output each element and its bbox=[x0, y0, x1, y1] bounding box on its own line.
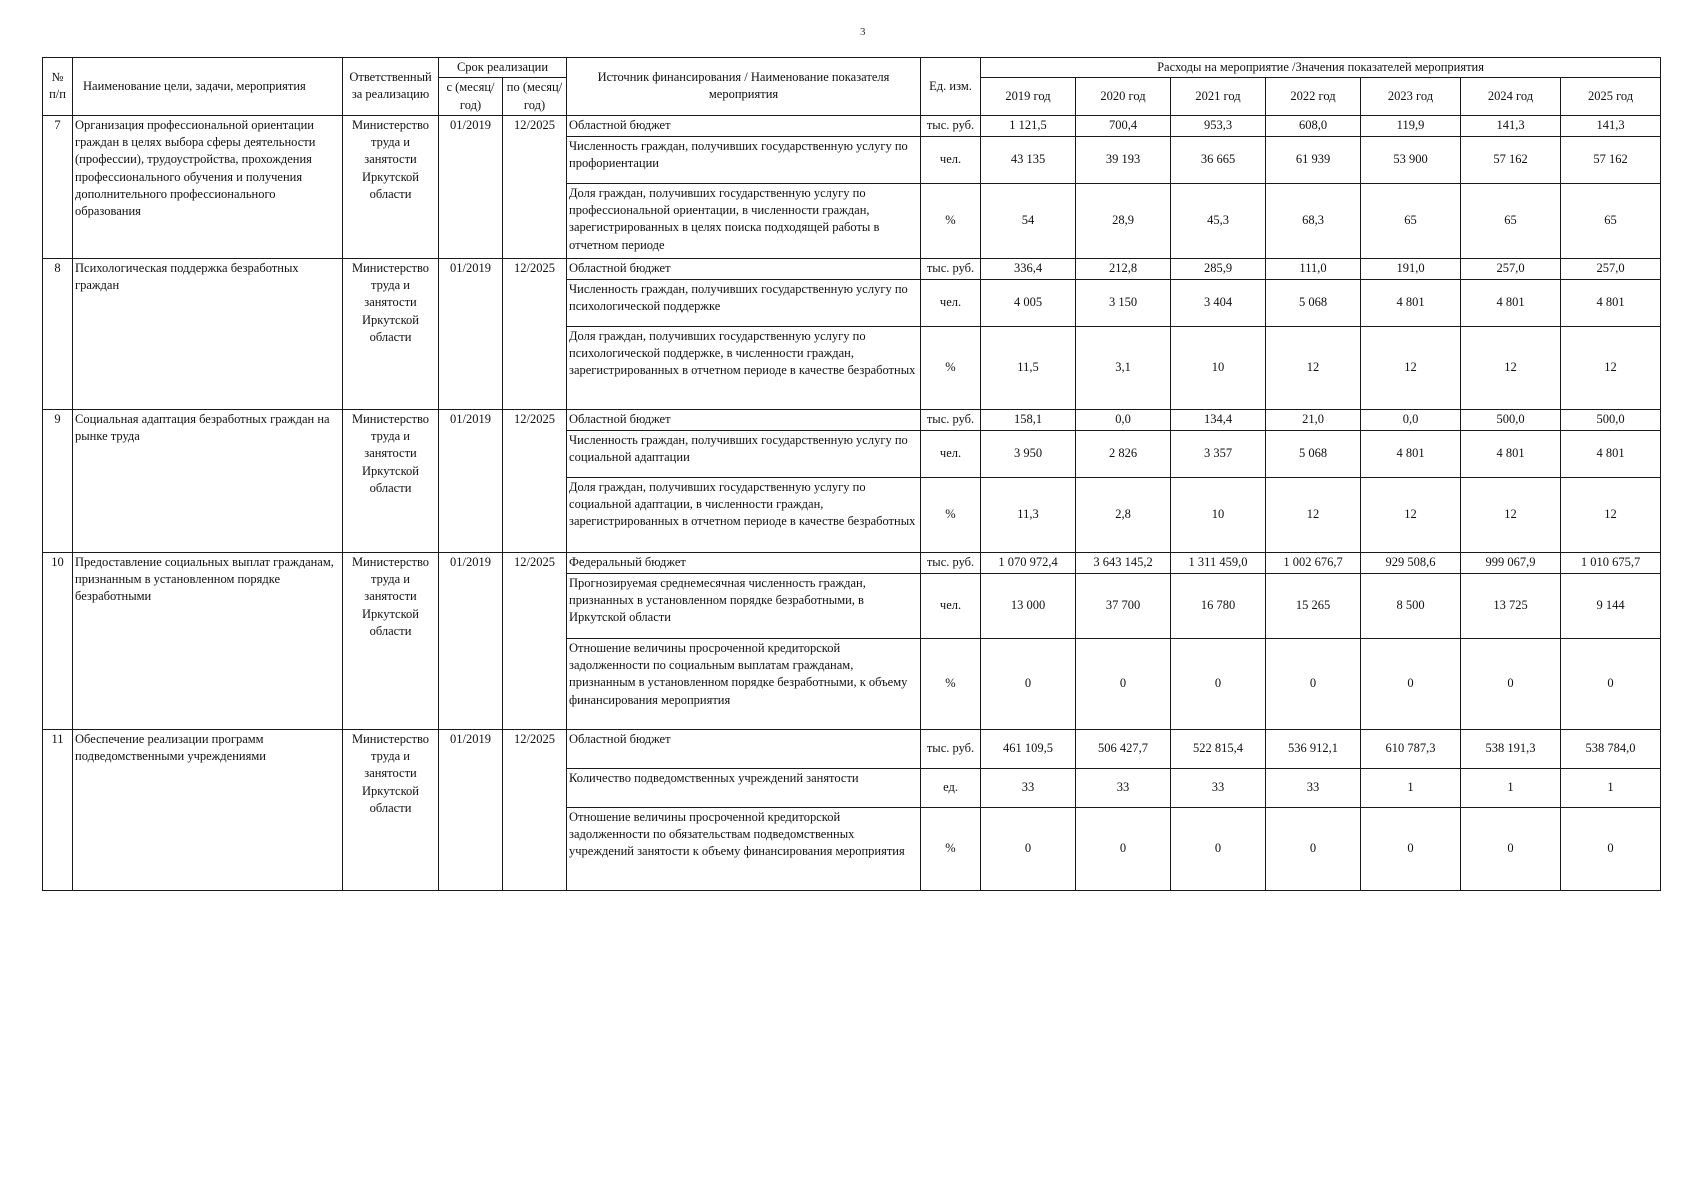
row-value: 608,0 bbox=[1266, 115, 1361, 136]
row-value: 8 500 bbox=[1361, 573, 1461, 638]
row-name: Предоставление социальных выплат гражданам, признанным в установленном порядке безработными bbox=[73, 552, 343, 729]
row-source: Областной бюджет bbox=[567, 729, 921, 768]
row-unit: чел. bbox=[921, 430, 981, 477]
row-value: 16 780 bbox=[1171, 573, 1266, 638]
row-value: 13 725 bbox=[1461, 573, 1561, 638]
row-value: 12 bbox=[1561, 477, 1661, 552]
row-value: 9 144 bbox=[1561, 573, 1661, 638]
row-source: Доля граждан, получивших государственную услугу по психологической поддержке, в численности граждан, зарегистрированных в отчетном периоде в качестве безработных bbox=[567, 326, 921, 409]
row-value: 65 bbox=[1461, 183, 1561, 258]
row-value: 522 815,4 bbox=[1171, 729, 1266, 768]
row-unit: тыс. руб. bbox=[921, 115, 981, 136]
row-value: 3 643 145,2 bbox=[1076, 552, 1171, 573]
page-number: 3 bbox=[860, 26, 866, 38]
row-responsible: Министерство труда и занятости Иркутской области bbox=[343, 729, 439, 890]
row-unit: тыс. руб. bbox=[921, 552, 981, 573]
row-responsible: Министерство труда и занятости Иркутской области bbox=[343, 409, 439, 552]
header-term-from: с (месяц/ год) bbox=[439, 78, 503, 116]
row-value: 953,3 bbox=[1171, 115, 1266, 136]
row-name: Психологическая поддержка безработных граждан bbox=[73, 258, 343, 409]
row-value: 33 bbox=[1171, 768, 1266, 807]
row-value: 1 002 676,7 bbox=[1266, 552, 1361, 573]
header-source: Источник финансирования / Наименование показателя мероприятия bbox=[567, 58, 921, 116]
row-unit: чел. bbox=[921, 573, 981, 638]
row-value: 0 bbox=[1461, 638, 1561, 729]
row-value: 0 bbox=[1266, 807, 1361, 890]
header-responsible: Ответственный за реализацию bbox=[343, 58, 439, 116]
row-value: 4 801 bbox=[1561, 430, 1661, 477]
row-value: 4 801 bbox=[1361, 279, 1461, 326]
row-value: 257,0 bbox=[1561, 258, 1661, 279]
row-source: Доля граждан, получивших государственную услугу по социальной адаптации, в численности граждан, зарегистрированных в отчетном периоде в качестве безработных bbox=[567, 477, 921, 552]
row-unit: тыс. руб. bbox=[921, 258, 981, 279]
row-unit: % bbox=[921, 477, 981, 552]
row-from: 01/2019 bbox=[439, 115, 503, 258]
row-value: 0 bbox=[1076, 807, 1171, 890]
row-name: Обеспечение реализации программ подведомственными учреждениями bbox=[73, 729, 343, 890]
row-num: 10 bbox=[43, 552, 73, 729]
row-to: 12/2025 bbox=[503, 409, 567, 552]
row-value: 1 311 459,0 bbox=[1171, 552, 1266, 573]
row-value: 5 068 bbox=[1266, 430, 1361, 477]
row-value: 212,8 bbox=[1076, 258, 1171, 279]
row-unit: % bbox=[921, 326, 981, 409]
row-value: 4 801 bbox=[1361, 430, 1461, 477]
row-value: 536 912,1 bbox=[1266, 729, 1361, 768]
row-value: 3 404 bbox=[1171, 279, 1266, 326]
row-value: 28,9 bbox=[1076, 183, 1171, 258]
row-value: 336,4 bbox=[981, 258, 1076, 279]
row-value: 2 826 bbox=[1076, 430, 1171, 477]
row-source: Доля граждан, получивших государственную услугу по профессиональной ориентации, в численности граждан, зарегистрированных в целях поиска подходящей работы в отчетном периоде bbox=[567, 183, 921, 258]
row-value: 4 005 bbox=[981, 279, 1076, 326]
row-value: 1 bbox=[1361, 768, 1461, 807]
row-value: 53 900 bbox=[1361, 136, 1461, 183]
row-value: 0 bbox=[1171, 807, 1266, 890]
row-value: 65 bbox=[1361, 183, 1461, 258]
row-value: 4 801 bbox=[1561, 279, 1661, 326]
row-value: 12 bbox=[1461, 477, 1561, 552]
row-source: Отношение величины просроченной кредиторской задолженности по социальным выплатам гражданам, признанным в установленном порядке безработными, к объему финансирования мероприятия bbox=[567, 638, 921, 729]
header-expenses: Расходы на мероприятие /Значения показателей мероприятия bbox=[981, 58, 1661, 78]
header-term-to: по (месяц/ год) bbox=[503, 78, 567, 116]
header-year: 2023 год bbox=[1361, 78, 1461, 116]
row-name: Социальная адаптация безработных граждан на рынке труда bbox=[73, 409, 343, 552]
row-num: 8 bbox=[43, 258, 73, 409]
row-value: 45,3 bbox=[1171, 183, 1266, 258]
row-value: 1 bbox=[1461, 768, 1561, 807]
row-value: 1 070 972,4 bbox=[981, 552, 1076, 573]
row-unit: тыс. руб. bbox=[921, 729, 981, 768]
row-value: 12 bbox=[1361, 326, 1461, 409]
row-value: 2,8 bbox=[1076, 477, 1171, 552]
table-row bbox=[43, 552, 1661, 573]
header-num: № п/п bbox=[43, 58, 73, 116]
row-to: 12/2025 bbox=[503, 552, 567, 729]
row-value: 610 787,3 bbox=[1361, 729, 1461, 768]
row-value: 257,0 bbox=[1461, 258, 1561, 279]
row-value: 461 109,5 bbox=[981, 729, 1076, 768]
row-unit: чел. bbox=[921, 136, 981, 183]
row-from: 01/2019 bbox=[439, 729, 503, 890]
row-source: Количество подведомственных учреждений занятости bbox=[567, 768, 921, 807]
row-unit: чел. bbox=[921, 279, 981, 326]
row-value: 68,3 bbox=[1266, 183, 1361, 258]
row-value: 43 135 bbox=[981, 136, 1076, 183]
row-value: 119,9 bbox=[1361, 115, 1461, 136]
row-value: 3 950 bbox=[981, 430, 1076, 477]
row-value: 54 bbox=[981, 183, 1076, 258]
row-value: 0 bbox=[981, 807, 1076, 890]
header-row-1 bbox=[43, 58, 1661, 78]
row-value: 12 bbox=[1461, 326, 1561, 409]
row-value: 39 193 bbox=[1076, 136, 1171, 183]
table-row bbox=[43, 258, 1661, 279]
row-value: 12 bbox=[1361, 477, 1461, 552]
row-value: 141,3 bbox=[1561, 115, 1661, 136]
row-value: 33 bbox=[981, 768, 1076, 807]
row-value: 1 010 675,7 bbox=[1561, 552, 1661, 573]
row-value: 11,3 bbox=[981, 477, 1076, 552]
row-value: 5 068 bbox=[1266, 279, 1361, 326]
row-value: 15 265 bbox=[1266, 573, 1361, 638]
row-value: 12 bbox=[1266, 326, 1361, 409]
row-num: 7 bbox=[43, 115, 73, 258]
row-source: Федеральный бюджет bbox=[567, 552, 921, 573]
row-value: 10 bbox=[1171, 477, 1266, 552]
row-value: 929 508,6 bbox=[1361, 552, 1461, 573]
row-name: Организация профессиональной ориентации граждан в целях выбора сферы деятельности (профессии), трудоустройства, прохождения профессионального обучения и получения дополнительного профессионального образования bbox=[73, 115, 343, 258]
row-value: 4 801 bbox=[1461, 279, 1561, 326]
row-num: 11 bbox=[43, 729, 73, 890]
row-to: 12/2025 bbox=[503, 115, 567, 258]
row-responsible: Министерство труда и занятости Иркутской области bbox=[343, 115, 439, 258]
row-value: 134,4 bbox=[1171, 409, 1266, 430]
header-name: Наименование цели, задачи, мероприятия bbox=[73, 58, 343, 116]
row-num: 9 bbox=[43, 409, 73, 552]
header-year: 2021 год bbox=[1171, 78, 1266, 116]
row-value: 3 357 bbox=[1171, 430, 1266, 477]
row-value: 0 bbox=[1361, 807, 1461, 890]
row-value: 1 121,5 bbox=[981, 115, 1076, 136]
row-unit: % bbox=[921, 638, 981, 729]
row-value: 285,9 bbox=[1171, 258, 1266, 279]
row-value: 0,0 bbox=[1076, 409, 1171, 430]
row-value: 57 162 bbox=[1561, 136, 1661, 183]
header-year: 2025 год bbox=[1561, 78, 1661, 116]
row-value: 538 191,3 bbox=[1461, 729, 1561, 768]
row-value: 0 bbox=[1266, 638, 1361, 729]
row-source: Областной бюджет bbox=[567, 115, 921, 136]
row-value: 0 bbox=[1561, 638, 1661, 729]
row-value: 0 bbox=[1361, 638, 1461, 729]
row-value: 21,0 bbox=[1266, 409, 1361, 430]
row-value: 33 bbox=[1266, 768, 1361, 807]
row-value: 0,0 bbox=[1361, 409, 1461, 430]
table-row bbox=[43, 409, 1661, 430]
row-value: 4 801 bbox=[1461, 430, 1561, 477]
table-row bbox=[43, 729, 1661, 768]
row-unit: тыс. руб. bbox=[921, 409, 981, 430]
row-value: 0 bbox=[1561, 807, 1661, 890]
row-value: 12 bbox=[1266, 477, 1361, 552]
header-year: 2020 год bbox=[1076, 78, 1171, 116]
row-value: 0 bbox=[1076, 638, 1171, 729]
row-source: Численность граждан, получивших государственную услугу по профориентации bbox=[567, 136, 921, 183]
row-value: 191,0 bbox=[1361, 258, 1461, 279]
program-table bbox=[42, 57, 1661, 891]
row-from: 01/2019 bbox=[439, 258, 503, 409]
row-value: 538 784,0 bbox=[1561, 729, 1661, 768]
table-row bbox=[43, 115, 1661, 136]
row-value: 13 000 bbox=[981, 573, 1076, 638]
row-source: Численность граждан, получивших государственную услугу по психологической поддержке bbox=[567, 279, 921, 326]
row-value: 999 067,9 bbox=[1461, 552, 1561, 573]
row-source: Отношение величины просроченной кредиторской задолженности по обязательствам подведомственных учреждений занятости к объему финансирования мероприятия bbox=[567, 807, 921, 890]
row-value: 141,3 bbox=[1461, 115, 1561, 136]
row-value: 700,4 bbox=[1076, 115, 1171, 136]
header-year: 2019 год bbox=[981, 78, 1076, 116]
row-unit: ед. bbox=[921, 768, 981, 807]
row-from: 01/2019 bbox=[439, 409, 503, 552]
row-value: 0 bbox=[1461, 807, 1561, 890]
row-responsible: Министерство труда и занятости Иркутской области bbox=[343, 552, 439, 729]
row-value: 61 939 bbox=[1266, 136, 1361, 183]
row-source: Областной бюджет bbox=[567, 258, 921, 279]
row-source: Численность граждан, получивших государственную услугу по социальной адаптации bbox=[567, 430, 921, 477]
row-value: 3 150 bbox=[1076, 279, 1171, 326]
row-value: 0 bbox=[1171, 638, 1266, 729]
row-value: 1 bbox=[1561, 768, 1661, 807]
row-unit: % bbox=[921, 183, 981, 258]
row-value: 158,1 bbox=[981, 409, 1076, 430]
row-value: 506 427,7 bbox=[1076, 729, 1171, 768]
row-value: 12 bbox=[1561, 326, 1661, 409]
row-to: 12/2025 bbox=[503, 729, 567, 890]
header-unit: Ед. изм. bbox=[921, 58, 981, 116]
row-value: 500,0 bbox=[1561, 409, 1661, 430]
header-year: 2024 год bbox=[1461, 78, 1561, 116]
row-value: 65 bbox=[1561, 183, 1661, 258]
row-to: 12/2025 bbox=[503, 258, 567, 409]
row-value: 33 bbox=[1076, 768, 1171, 807]
row-value: 36 665 bbox=[1171, 136, 1266, 183]
row-source: Областной бюджет bbox=[567, 409, 921, 430]
row-responsible: Министерство труда и занятости Иркутской области bbox=[343, 258, 439, 409]
row-source: Прогнозируемая среднемесячная численность граждан, признанных в установленном порядке безработными, в Иркутской области bbox=[567, 573, 921, 638]
header-year: 2022 год bbox=[1266, 78, 1361, 116]
header-term: Срок реализации bbox=[439, 58, 567, 78]
row-value: 10 bbox=[1171, 326, 1266, 409]
row-value: 0 bbox=[981, 638, 1076, 729]
program-table-body bbox=[43, 115, 1661, 890]
row-from: 01/2019 bbox=[439, 552, 503, 729]
row-value: 3,1 bbox=[1076, 326, 1171, 409]
row-value: 57 162 bbox=[1461, 136, 1561, 183]
row-value: 111,0 bbox=[1266, 258, 1361, 279]
row-unit: % bbox=[921, 807, 981, 890]
row-value: 37 700 bbox=[1076, 573, 1171, 638]
row-value: 500,0 bbox=[1461, 409, 1561, 430]
row-value: 11,5 bbox=[981, 326, 1076, 409]
